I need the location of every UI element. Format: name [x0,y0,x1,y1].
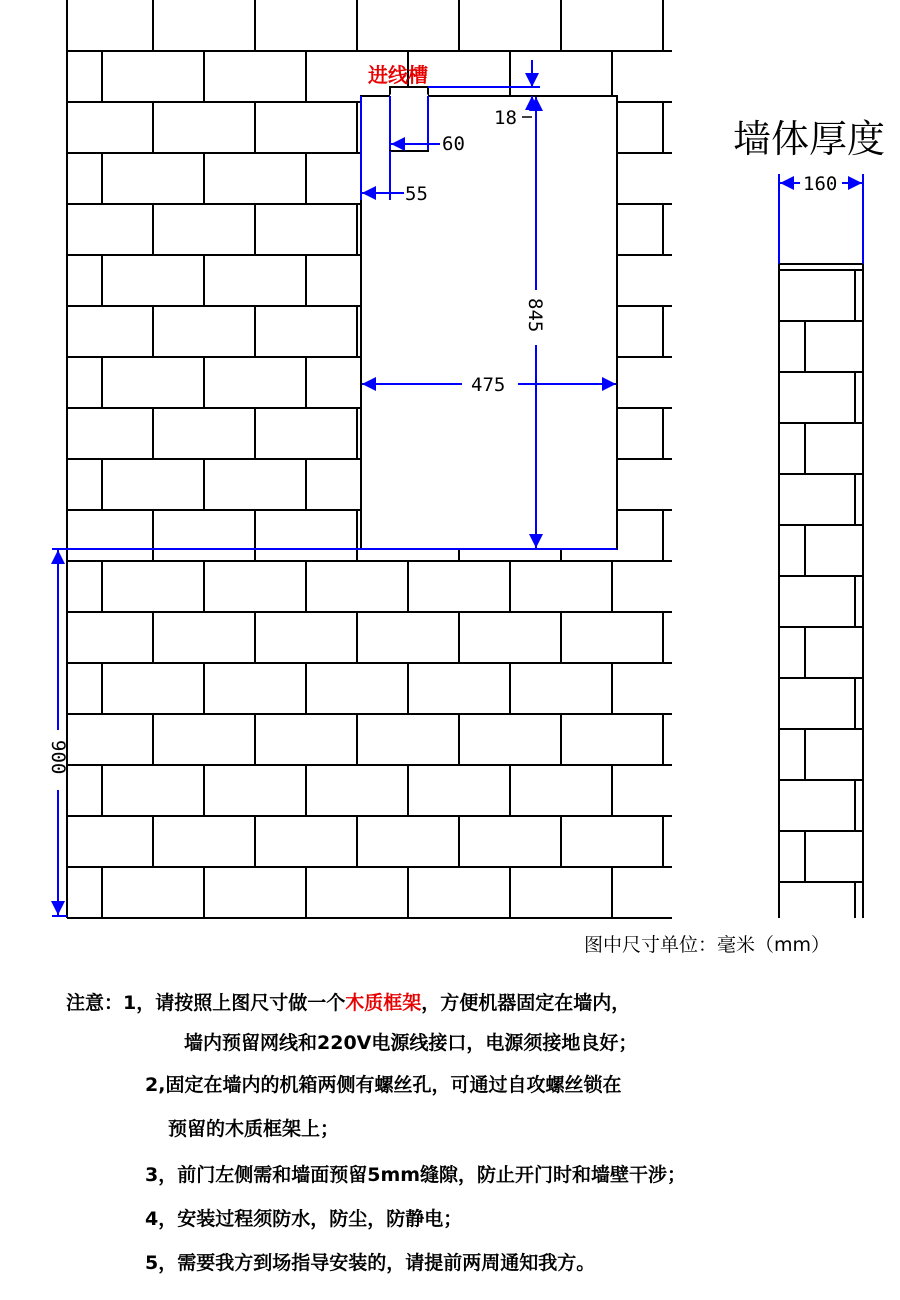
note-3: 3，前门左侧需和墙面预留5mm缝隙，防止开门时和墙壁干涉； [145,1164,687,1186]
wall-section [779,264,863,918]
slot-label: 进线槽 [368,63,428,87]
dim-slot-offset-left: 55 [405,183,428,205]
note-5: 5，需要我方到场指导安装的，请提前两周通知我方。 [145,1252,596,1274]
dim-wall-thickness: 160 [803,173,838,195]
note-1-cont: 墙内预留网线和220V电源线接口，电源须接地良好； [184,1032,638,1054]
dim-box-width: 475 [471,374,506,396]
dim-box-height: 845 [524,298,546,333]
dim-floor-height: 900 [47,740,69,775]
unit-note: 图中尺寸单位：毫米（mm） [584,934,831,956]
dim-slot-width: 60 [442,133,465,155]
wall-thickness-title: 墙体厚度 [733,117,886,161]
note-1-prefix: 注意：1，请按照上图尺寸做一个 [66,992,346,1014]
note-2-cont: 预留的木质框架上； [168,1118,340,1140]
dim-slot-offset-top: 18 [494,107,517,129]
note-1-highlight: 木质框架 [345,992,422,1014]
note-1-suffix: ，方便机器固定在墙内， [421,992,631,1014]
note-2: 2,固定在墙内的机箱两侧有螺丝孔，可通过自攻螺丝锁在 [145,1074,622,1096]
cabinet-box [361,96,617,549]
note-4: 4，安装过程须防水，防尘，防静电； [145,1208,463,1230]
